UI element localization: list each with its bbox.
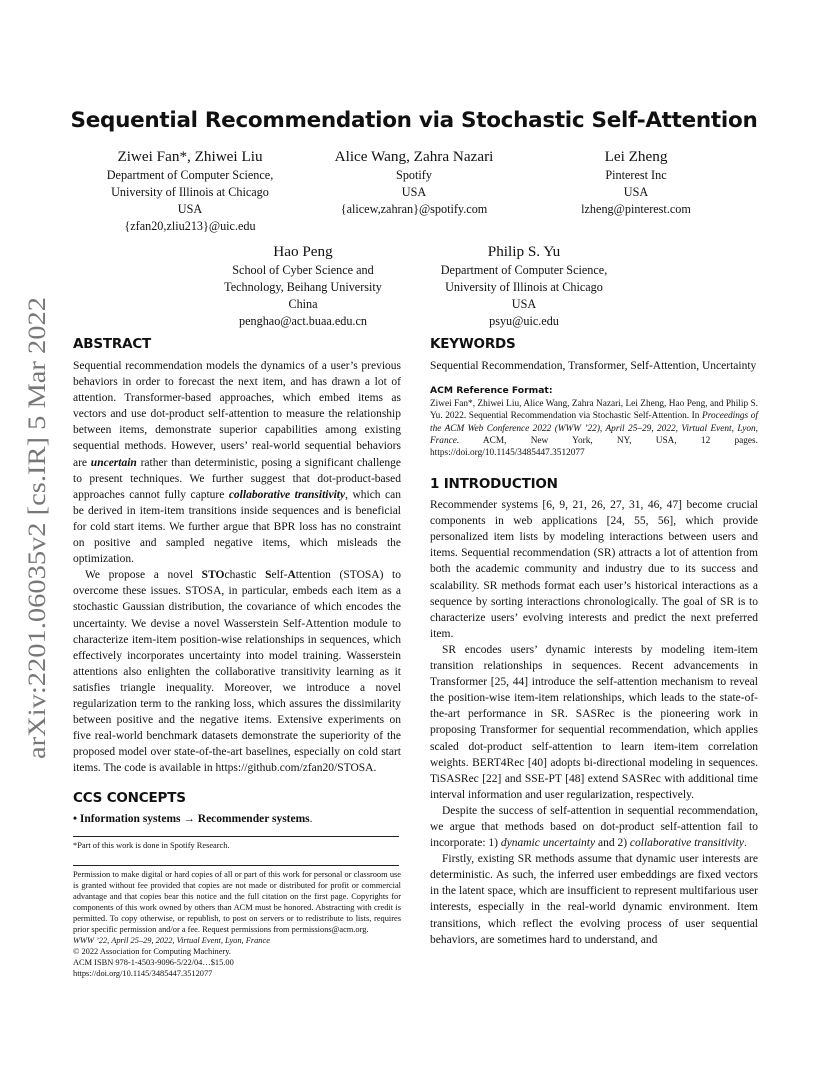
- author-email: {zfan20,zliu213}@uic.edu: [124, 219, 256, 233]
- abstract-paragraph: We propose a novel STOchastic Self-Attention (STOSA) to overcome these issues. STOSA, in particular, embeds each item as a stochastic Gaussian distribution, the covariance of which encodes the uncertainty. We devise a novel Wasserstein Self-Attention module to characterize item-item position-wise relationships in sequences, which effectively incorporates uncertainty into model training. Wasserstein attentions also enlighten the collaborative transitivity learning as it satisfies triangle inequality. Moreover, we introduce a novel regularization term to the ranking loss, which assures the dissimilarity between positive and the negative items. Extensive experiments on five real-world benchmark datasets demonstrate the superiority of the proposed model over state-of-the-art baselines, especially on cold start items. The code is available in https://github.com/zfan20/STOSA.: [73, 569, 401, 775]
- author-name: Alice Wang, Zahra Nazari: [334, 148, 494, 165]
- author-affiliation: University of Illinois at Chicago: [111, 185, 269, 199]
- intro-paragraph: Recommender systems [6, 9, 21, 26, 27, 31, 46, 47] become crucial components in web applications [24, 55, 56], which provide personalized item lists by modeling interactions between users and items. Sequential recommendation (SR) attracts a lot of attention from both the academic community and industry due to its success and scalability. SR methods format each user’s historical interactions as a sequence by sorting interactions chronologically. The goal of SR is to characterize users’ evolving interests and predict the next preferred item.: [430, 499, 758, 640]
- author-country: USA: [623, 185, 649, 199]
- author-block: [414, 242, 634, 330]
- intro-paragraph: Firstly, existing SR methods assume that dynamic user interests are deterministic. As such, the inferred user embeddings are fixed vectors in the latent space, which are insufficient to represent multifarious user interests, especially in the real-world dynamic environment. Item transitions, which reflect the evolving process of user sequential behaviors, are sometimes hard to understand, and: [430, 853, 758, 946]
- intro-paragraph: SR encodes users’ dynamic interests by modeling item-item transition relationships in sequences. Recent advancements in Transformer [25, 44] introduce the self-attention mechanism to reveal the position-wise item-item relationships, which leads to the state-of-the-art performance in SR. SASRec is the pioneering work in proposing Transformer for sequential recommendation, which applies scaled dot-product self-attention to learn item-item correlation weights. BERT4Rec [40] adopts bi-directional modeling in sequences. TiSASRec [22] and SSE-PT [48] extend SASRec with additional time interval information and user regularization, respectively.: [430, 643, 758, 801]
- keywords-heading: KEYWORDS: [430, 336, 516, 352]
- acm-reference-heading: ACM Reference Format:: [430, 385, 553, 397]
- author-name: Hao Peng: [273, 243, 333, 260]
- author-name: Ziwei Fan*, Zhiwei Liu: [117, 148, 263, 165]
- author-affiliation: School of Cyber Science and: [232, 263, 374, 277]
- divider: [73, 865, 399, 866]
- intro-paragraph: Despite the success of self-attention in sequential recommendation, we argue that methods based on dot-product self-attention fail to incorporate: 1) dynamic uncertainty and 2) collaborative transitivity.: [430, 804, 758, 850]
- author-affiliation: Department of Computer Science,: [106, 168, 274, 182]
- copyright: © 2022 Association for Computing Machinery.: [73, 947, 231, 957]
- author-affiliation: Pinterest Inc: [605, 168, 667, 182]
- arxiv-stamp: [18, 297, 52, 759]
- doi-link[interactable]: https://doi.org/10.1145/3485447.3512077: [73, 969, 213, 979]
- abstract-paragraph: Sequential recommendation models the dynamics of a user’s previous behaviors in order to forecast the next item, and has drawn a lot of attention. Transformer-based approaches, which embed items as vectors and use dot-product self-attention to measure the relationship between items, demonstrate superior capabilities among existing sequential methods. However, users’ real-world sequential behaviors are uncertain rather than deterministic, posing a significant challenge to present techniques. We further suggest that dot-product-based approaches cannot fully capture collaborative transitivity, which can be derived in item-item transitions inside sequences and is beneficial for cold start items. We further argue that BPR loss has no constraint on positive and sampled negative items, which misleads the optimization.: [73, 360, 401, 566]
- arxiv-stamp-text: arXiv:2201.06035v2 [cs.IR] 5 Mar 2022: [24, 353, 51, 759]
- author-block: [193, 242, 413, 330]
- footnote: *Part of this work is done in Spotify Research.: [73, 840, 230, 850]
- author-affiliation: Department of Computer Science,: [440, 263, 608, 277]
- author-affiliation: University of Illinois at Chicago: [445, 280, 603, 294]
- isbn: ACM ISBN 978-1-4503-9096-5/22/04…$15.00: [73, 958, 234, 968]
- conference-info: WWW ’22, April 25–29, 2022, Virtual Event, Lyon, France: [73, 936, 270, 946]
- author-country: USA: [511, 297, 537, 311]
- ccs-heading: CCS CONCEPTS: [73, 790, 186, 807]
- introduction-heading: 1 INTRODUCTION: [430, 476, 558, 493]
- author-email: lzheng@pinterest.com: [581, 202, 691, 216]
- author-block: [536, 147, 736, 218]
- paper-title: Sequential Recommendation via Stochastic Self-Attention: [70, 108, 758, 133]
- ccs-concepts: • Information systems → Recommender systems.: [73, 813, 313, 826]
- author-email: psyu@uic.edu: [489, 314, 559, 328]
- divider: [73, 836, 399, 837]
- right-column: [430, 336, 758, 948]
- author-block: [304, 147, 524, 218]
- author-name: Philip S. Yu: [487, 243, 561, 260]
- permission-notice: Permission to make digital or hard copies of all or part of this work for personal or classroom use is granted without fee provided that copies are not made or distributed for profit or commercial advantage and that copies bear this notice and the full citation on the first page. Copyrights for components of this work owned by others than ACM must be honored. Abstracting with credit is permitted. To copy otherwise, or republish, to post on servers or to redistribute to lists, requires prior specific permission and/or a fee. Request permissions from permissions@acm.org.: [73, 869, 401, 935]
- acm-reference-text: Ziwei Fan*, Zhiwei Liu, Alice Wang, Zahra Nazari, Lei Zheng, Hao Peng, and Philip S. Yu. 2022. Sequential Recommendation via Stochastic Self-Attention. In Proceedings of the ACM Web Conference 2022 (WWW ’22), April 25–29, 2022, Virtual Event, Lyon, France. ACM, New York, NY, USA, 12 pages. https://doi.org/10.1145/3485447.3512077: [430, 399, 758, 458]
- author-block: [80, 147, 300, 235]
- left-column: [73, 336, 401, 980]
- author-affiliation: Spotify: [396, 168, 432, 182]
- abstract-heading: ABSTRACT: [73, 336, 152, 352]
- author-email: {alicew,zahran}@spotify.com: [340, 202, 488, 216]
- author-country: China: [288, 297, 318, 311]
- author-country: USA: [401, 185, 427, 199]
- author-country: USA: [177, 202, 203, 216]
- author-email: penghao@act.buaa.edu.cn: [239, 314, 367, 328]
- author-affiliation: Technology, Beihang University: [224, 280, 382, 294]
- keywords-text: Sequential Recommendation, Transformer, Self-Attention, Uncertainty: [430, 360, 757, 372]
- author-name: Lei Zheng: [604, 148, 668, 165]
